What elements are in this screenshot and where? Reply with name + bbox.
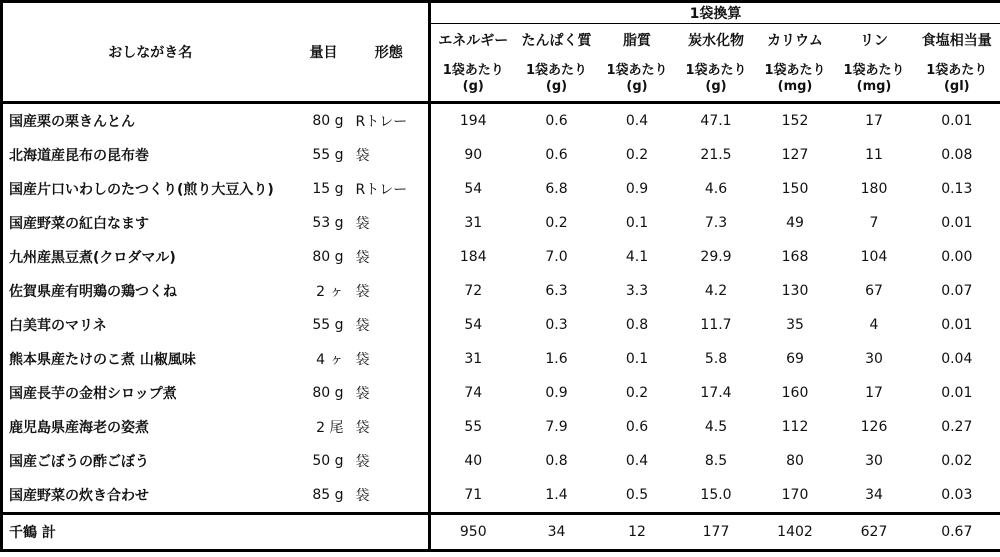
table-row <box>2 172 1000 206</box>
table-row <box>2 342 1000 376</box>
nutrient-value: 184 <box>430 240 516 274</box>
nutrient-value: 0.3 <box>545 317 568 333</box>
basis-label: 1袋あたり <box>525 62 588 78</box>
total-value: 12 <box>598 514 677 551</box>
item-form: Rトレー <box>355 114 408 130</box>
nutrient-value: 0.8 <box>625 317 649 333</box>
item-name: 国産野菜の炊き合わせ <box>2 478 298 514</box>
item-qty: 50 g <box>312 453 344 469</box>
nutrient-value: 0.04 <box>914 342 1000 376</box>
item-form: 袋 <box>355 352 370 368</box>
item-form: 袋 <box>355 386 370 402</box>
item-qty: 2 ヶ <box>316 284 344 300</box>
nutrient-header-label: カリウム <box>767 33 823 50</box>
item-form: 袋 <box>355 216 370 232</box>
nutrient-value: 55 <box>430 410 516 444</box>
nutrient-value: 4 <box>869 317 879 333</box>
nutrient-value: 0.01 <box>914 103 1000 139</box>
table-row <box>2 308 1000 342</box>
basis-label: 1袋あたり <box>926 62 988 78</box>
nutrient-header-label: たんぱく質 <box>521 33 592 50</box>
header-name: おしながき名 <box>2 2 298 103</box>
nutrient-value: 180 <box>860 181 888 197</box>
nutrient-header-basis <box>598 57 677 103</box>
item-name: 国産長芋の金柑シロップ煮 <box>2 376 298 410</box>
nutrient-header-label: 食塩相当量 <box>914 24 1000 57</box>
nutrient-value: 0.2 <box>625 385 649 401</box>
nutrient-value: 72 <box>430 274 516 308</box>
total-value: 627 <box>835 514 914 551</box>
nutrient-value: 17 <box>865 385 883 401</box>
nutrient-value: 4.6 <box>704 181 728 197</box>
nutrient-value: 0.07 <box>914 274 1000 308</box>
header-form: 形態 <box>350 2 430 103</box>
nutrient-value: 30 <box>865 351 883 367</box>
table-row <box>2 376 1000 410</box>
nutrient-value: 29.9 <box>700 249 732 265</box>
nutrient-value: 0.9 <box>625 181 649 197</box>
nutrient-value: 17.4 <box>700 385 732 401</box>
item-name: 鹿児島県産海老の姿煮 <box>2 410 298 444</box>
nutrient-value: 0.8 <box>545 453 568 469</box>
basis-label: 1袋あたり <box>606 62 668 78</box>
nutrient-value: 152 <box>781 113 809 129</box>
nutrient-value: 4.2 <box>704 283 728 299</box>
unit-label: (g) <box>545 78 568 94</box>
item-name: 白美茸のマリネ <box>2 308 298 342</box>
item-qty: 53 g <box>312 215 344 231</box>
nutrient-value: 0.4 <box>625 453 649 469</box>
table-row <box>2 240 1000 274</box>
item-qty: 55 g <box>312 317 344 333</box>
nutrient-value: 31 <box>430 342 516 376</box>
item-name: 国産野菜の紅白なます <box>2 206 298 240</box>
item-qty: 2 尾 <box>316 420 344 436</box>
unit-label: (mg) <box>856 78 892 94</box>
item-name: 北海道産昆布の昆布巻 <box>2 138 298 172</box>
nutrient-value: 0.13 <box>914 172 1000 206</box>
item-name: 熊本県産たけのこ煮 山椒風味 <box>2 342 298 376</box>
nutrient-value: 31 <box>430 206 516 240</box>
nutrient-value: 0.6 <box>545 113 568 129</box>
nutrient-value: 0.01 <box>914 308 1000 342</box>
item-form: 袋 <box>355 284 370 300</box>
nutrient-value: 112 <box>781 419 809 435</box>
nutrient-header-basis <box>756 57 835 103</box>
nutrient-value: 0.4 <box>625 113 649 129</box>
nutrient-value: 4.1 <box>625 249 649 265</box>
nutrient-value: 54 <box>430 172 516 206</box>
nutrient-value: 0.5 <box>625 487 649 503</box>
nutrient-value: 0.1 <box>625 351 649 367</box>
nutrient-header-basis <box>677 57 756 103</box>
item-qty: 55 g <box>312 147 344 163</box>
nutrient-value: 1.4 <box>545 487 568 503</box>
table-row <box>2 138 1000 172</box>
nutrient-value: 0.9 <box>545 385 568 401</box>
nutrient-value: 69 <box>786 351 804 367</box>
item-form: 袋 <box>355 148 370 164</box>
nutrient-value: 0.01 <box>914 376 1000 410</box>
nutrient-value: 7.9 <box>545 419 568 435</box>
nutrient-value: 90 <box>430 138 516 172</box>
item-name: 佐賀県産有明鶏の鶏つくね <box>2 274 298 308</box>
total-value: 1402 <box>756 514 835 551</box>
nutrient-value: 7 <box>869 215 879 231</box>
nutrient-value: 67 <box>865 283 883 299</box>
table-row <box>2 444 1000 478</box>
basis-label: 1袋あたり <box>843 62 905 78</box>
nutrient-header-label: エネルギー <box>430 24 516 57</box>
unit-label: (g) <box>626 78 648 94</box>
nutrient-header-basis <box>516 57 598 103</box>
item-form: 袋 <box>355 454 370 470</box>
table-row <box>2 478 1000 514</box>
nutrient-value: 0.2 <box>625 147 649 163</box>
nutrient-header-label: リン <box>860 33 888 50</box>
nutrient-value: 7.3 <box>704 215 728 231</box>
nutrient-value: 0.6 <box>545 147 568 163</box>
unit-label: (mg) <box>777 78 813 94</box>
nutrient-value: 0.27 <box>914 410 1000 444</box>
nutrient-value: 0.08 <box>914 138 1000 172</box>
nutrient-value: 7.0 <box>545 249 568 265</box>
nutrient-value: 17 <box>865 113 883 129</box>
nutrient-value: 11.7 <box>700 317 732 333</box>
nutrient-value: 74 <box>430 376 516 410</box>
basis-label: 1袋あたり <box>685 62 747 78</box>
nutrient-value: 0.02 <box>914 444 1000 478</box>
nutrient-header-label: 炭水化物 <box>688 33 744 50</box>
item-qty: 80 g <box>312 249 344 265</box>
item-qty: 80 g <box>312 113 344 129</box>
nutrient-value: 150 <box>781 181 809 197</box>
nutrient-header-basis <box>914 57 1000 103</box>
item-form: Rトレー <box>355 182 408 198</box>
basis-label: 1袋あたり <box>442 62 504 78</box>
nutrient-value: 8.5 <box>704 453 728 469</box>
item-form: 袋 <box>355 318 370 334</box>
table-row <box>2 103 1000 139</box>
nutrient-value: 160 <box>781 385 809 401</box>
nutrient-value: 0.6 <box>625 419 649 435</box>
unit-label: (gl) <box>943 78 970 94</box>
nutrient-value: 194 <box>430 103 516 139</box>
unit-label: (g) <box>705 78 727 94</box>
item-name: 九州産黒豆煮(クロダマル) <box>2 240 298 274</box>
table-row <box>2 410 1000 444</box>
nutrient-value: 54 <box>430 308 516 342</box>
nutrient-value: 47.1 <box>700 113 732 129</box>
total-value: 177 <box>677 514 756 551</box>
nutrient-value: 34 <box>865 487 883 503</box>
nutrient-value: 40 <box>430 444 516 478</box>
basis-label: 1袋あたり <box>764 62 826 78</box>
nutrient-value: 6.3 <box>545 283 568 299</box>
item-qty: 4 ヶ <box>316 352 344 368</box>
nutrient-value: 130 <box>781 283 809 299</box>
nutrient-value: 11 <box>865 147 883 163</box>
item-form: 袋 <box>355 250 370 266</box>
nutrient-value: 127 <box>781 147 809 163</box>
nutrient-value: 168 <box>781 249 809 265</box>
nutrient-value: 0.1 <box>625 215 649 231</box>
item-name: 国産栗の栗きんとん <box>2 103 298 139</box>
nutrient-value: 4.5 <box>704 419 728 435</box>
nutrient-value: 126 <box>860 419 888 435</box>
nutrient-value: 6.8 <box>545 181 568 197</box>
item-name: 国産片口いわしのたつくり(煎り大豆入り) <box>2 172 298 206</box>
nutrient-value: 0.03 <box>914 478 1000 514</box>
header-qty: 量目 <box>298 2 350 103</box>
item-form: 袋 <box>355 488 370 504</box>
nutrient-value: 35 <box>786 317 804 333</box>
nutrient-value: 80 <box>786 453 804 469</box>
nutrient-value: 71 <box>430 478 516 514</box>
nutrient-value: 15.0 <box>700 487 732 503</box>
total-value: 34 <box>516 514 598 551</box>
nutrient-header-label: 脂質 <box>623 33 651 50</box>
nutrient-value: 104 <box>860 249 888 265</box>
item-qty: 15 g <box>312 181 344 197</box>
item-form: 袋 <box>355 420 370 436</box>
unit-label: (g) <box>462 78 484 94</box>
nutrient-value: 3.3 <box>625 283 649 299</box>
nutrient-value: 5.8 <box>704 351 728 367</box>
total-value: 0.67 <box>914 514 1000 551</box>
header-group: 1袋換算 <box>430 2 1000 24</box>
nutrient-value: 0.2 <box>545 215 568 231</box>
nutrient-value: 0.01 <box>914 206 1000 240</box>
total-value: 950 <box>430 514 516 551</box>
total-row <box>2 514 1000 551</box>
item-name: 国産ごぼうの酢ごぼう <box>2 444 298 478</box>
nutrient-value: 170 <box>781 487 809 503</box>
nutrient-header-basis <box>835 57 914 103</box>
table-row <box>2 206 1000 240</box>
nutrient-value: 30 <box>865 453 883 469</box>
nutrient-value: 1.6 <box>545 351 568 367</box>
table-row <box>2 274 1000 308</box>
item-qty: 85 g <box>312 487 344 503</box>
nutrient-value: 0.00 <box>914 240 1000 274</box>
nutrient-header-basis <box>430 57 516 103</box>
total-label: 千鶴 計 <box>2 514 430 551</box>
nutrient-value: 21.5 <box>700 147 732 163</box>
nutrient-value: 49 <box>786 215 804 231</box>
item-qty: 80 g <box>312 385 344 401</box>
